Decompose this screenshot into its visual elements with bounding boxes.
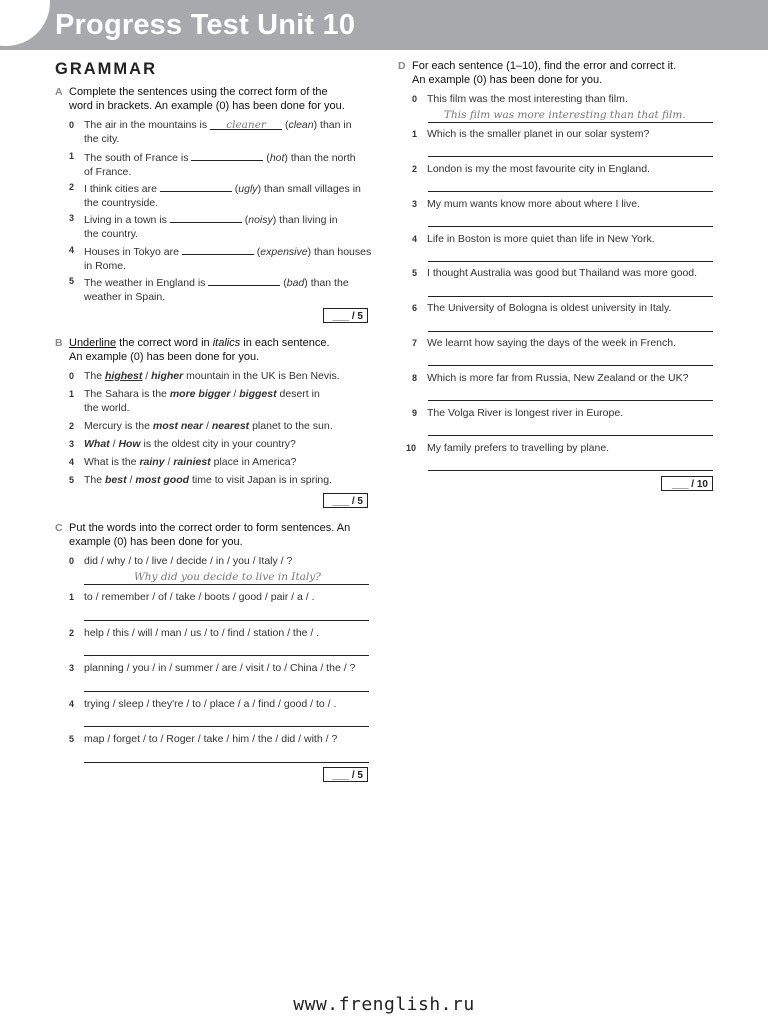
item-prefix: The weather in England is xyxy=(84,277,206,289)
answer-line[interactable] xyxy=(428,261,713,262)
answer-line xyxy=(84,584,369,585)
instruction-line: For each sentence (1–10), find the error and correct it. xyxy=(412,60,677,72)
instruction-line: An example (0) has been done for you. xyxy=(412,73,603,86)
answer-line[interactable] xyxy=(428,156,713,157)
bracket-word: expensive xyxy=(260,246,308,258)
word-option[interactable]: biggest xyxy=(239,388,277,400)
bracket-word: clean xyxy=(288,119,314,131)
item-number: 9 xyxy=(412,408,418,418)
item-text: Which is the smaller planet in our solar system? xyxy=(427,128,650,140)
item-number: 1 xyxy=(69,389,75,399)
answer-blank[interactable] xyxy=(191,149,263,161)
item-number: 4 xyxy=(69,699,75,709)
item-number: 4 xyxy=(69,457,75,467)
answer-line[interactable] xyxy=(84,691,369,692)
answer-line[interactable] xyxy=(428,470,713,471)
bracket-word: bad xyxy=(286,277,305,289)
item-text: did / why / to / live / decide / in / you / Italy / ? xyxy=(84,555,293,567)
item-text xyxy=(84,455,297,469)
item-number: 3 xyxy=(412,199,418,209)
answer-line[interactable] xyxy=(428,191,713,192)
instruction-line: An example (0) has been done for you. xyxy=(69,350,260,363)
item-number: 6 xyxy=(412,303,418,313)
item-number: 2 xyxy=(69,421,75,431)
word-option[interactable]: rainiest xyxy=(173,456,211,468)
section-heading-grammar: GRAMMAR xyxy=(55,60,157,78)
word-option[interactable]: most good xyxy=(135,474,190,486)
answer-line xyxy=(428,122,713,123)
item-number: 0 xyxy=(69,120,75,130)
section-letter: B xyxy=(55,337,63,349)
item-number: 5 xyxy=(69,734,75,744)
item-text: planning / you / in / summer / are / visit / to / China / the / ? xyxy=(84,662,356,674)
item-number: 3 xyxy=(69,213,75,223)
item-prefix: Mercury is the xyxy=(84,420,150,432)
item-text: Life in Boston is more quiet than life in New York. xyxy=(427,233,655,245)
score-box[interactable]: ___ / 10 xyxy=(661,476,713,491)
item-number: 0 xyxy=(412,94,418,104)
score-box[interactable]: ___ / 5 xyxy=(323,493,368,508)
item-continuation: the world. xyxy=(84,402,130,414)
instruction-line: Put the words into the correct order to form sentences. An xyxy=(69,522,351,534)
section-instructions xyxy=(69,337,330,364)
item-suffix: than the xyxy=(310,277,349,289)
item-number: 3 xyxy=(69,439,75,449)
answer-line[interactable] xyxy=(428,400,713,401)
item-number: 8 xyxy=(412,373,418,383)
answer-blank xyxy=(210,118,282,130)
item-number: 0 xyxy=(69,556,75,566)
answer-blank[interactable] xyxy=(170,211,242,223)
answer-blank[interactable] xyxy=(208,274,280,286)
item-continuation: in Rome. xyxy=(84,260,127,272)
word-option[interactable]: rainy xyxy=(139,456,165,468)
item-prefix: The xyxy=(84,474,103,486)
section-instructions xyxy=(412,60,676,87)
item-text: trying / sleep / they're / to / place / a / find / good / to / . xyxy=(84,698,337,710)
header-circle-decoration xyxy=(0,0,50,46)
item-text: Houses in Tokyo are (expensive) than houses in Rome. xyxy=(84,243,371,273)
item-suffix: desert in xyxy=(279,388,320,400)
word-option[interactable]: nearest xyxy=(211,420,250,432)
item-number: 1 xyxy=(69,592,75,602)
item-number: 2 xyxy=(412,164,418,174)
item-number: 1 xyxy=(69,151,75,161)
bracket-word: noisy xyxy=(248,214,273,226)
item-number: 2 xyxy=(69,182,75,192)
item-text xyxy=(84,387,320,415)
instruction-line: example (0) has been done for you. xyxy=(69,535,243,548)
item-prefix: Living in a town is xyxy=(84,214,167,226)
item-suffix: than houses xyxy=(314,246,372,258)
item-text: I thought Australia was good but Thailand was more good. xyxy=(427,267,698,279)
item-text: help / this / will / man / us / to / find / station / the / . xyxy=(84,627,320,639)
answer-line[interactable] xyxy=(84,762,369,763)
item-suffix: time to visit Japan is in spring. xyxy=(191,474,333,486)
instruction-line: word in brackets. An example (0) has been done for you. xyxy=(69,99,345,112)
item-continuation: the countryside. xyxy=(84,197,159,209)
item-text: London is my the most favourite city in England. xyxy=(427,163,650,175)
word-option[interactable]: How xyxy=(118,438,141,450)
option-separator: / xyxy=(145,370,149,382)
answer-line[interactable] xyxy=(428,296,713,297)
item-continuation: of France. xyxy=(84,166,132,178)
item-text: The air in the mountains is cleaner (clean) than in the city. xyxy=(84,119,352,145)
answer-line[interactable] xyxy=(428,226,713,227)
item-text xyxy=(84,473,332,487)
item-continuation: weather in Spain. xyxy=(84,291,166,303)
instruction-line xyxy=(69,337,330,351)
item-text: The south of France is (hot) than the north of France. xyxy=(84,149,356,179)
item-prefix: The south of France is xyxy=(84,152,189,164)
answer-line[interactable] xyxy=(428,365,713,366)
item-suffix: is the oldest city in your country? xyxy=(143,438,296,450)
section-instructions xyxy=(69,522,350,549)
example-answer: Why did you decide to live in Italy? xyxy=(134,571,321,583)
answer-line[interactable] xyxy=(84,655,369,656)
instruction-text: the correct word in xyxy=(119,337,210,349)
answer-line[interactable] xyxy=(84,726,369,727)
answer-blank[interactable] xyxy=(182,243,254,255)
item-suffix: than in xyxy=(320,119,352,131)
item-text: The weather in England is (bad) than the weather in Spain. xyxy=(84,274,349,304)
answer-blank[interactable] xyxy=(160,180,232,192)
footer-url: www.frenglish.ru xyxy=(293,994,475,1015)
option-separator: / xyxy=(205,420,209,432)
answer-line[interactable] xyxy=(428,331,713,332)
item-prefix: Houses in Tokyo are xyxy=(84,246,179,258)
header-bar xyxy=(0,0,768,50)
instruction-line: Complete the sentences using the correct form of the xyxy=(69,86,328,98)
word-option[interactable]: more bigger xyxy=(169,388,231,400)
item-text: My family prefers to travelling by plane. xyxy=(427,442,610,454)
option-separator: / xyxy=(233,388,237,400)
score-box[interactable]: ___ / 5 xyxy=(323,308,368,323)
item-text xyxy=(84,437,296,451)
item-continuation: the city. xyxy=(84,133,120,145)
answer-line[interactable] xyxy=(428,435,713,436)
instruction-italics-word: italics xyxy=(212,337,241,349)
example-answer: This film was more interesting than that film. xyxy=(444,109,686,121)
item-continuation: the country. xyxy=(84,228,139,240)
item-prefix: The Sahara is the xyxy=(84,388,167,400)
item-suffix: mountain in the UK is Ben Nevis. xyxy=(186,370,340,382)
item-text: We learnt how saying the days of the week in French. xyxy=(427,337,677,349)
section-letter: D xyxy=(398,60,406,72)
section-letter: C xyxy=(55,522,63,534)
item-text: Living in a town is (noisy) than living in the country. xyxy=(84,211,338,241)
item-number: 4 xyxy=(69,245,75,255)
item-text: This film was the most interesting than film. xyxy=(427,93,628,105)
word-option[interactable]: best xyxy=(105,474,127,486)
item-text: I think cities are (ugly) than small villages in the countryside. xyxy=(84,180,361,210)
bracket-word: hot xyxy=(269,152,285,164)
item-number: 7 xyxy=(412,338,418,348)
word-option[interactable]: higher xyxy=(151,370,184,382)
section-instructions xyxy=(69,86,345,113)
option-separator: / xyxy=(112,438,116,450)
item-prefix: I think cities are xyxy=(84,183,157,195)
item-text: The Volga River is longest river in Europe. xyxy=(427,407,624,419)
word-option[interactable]: most near xyxy=(152,420,204,432)
item-suffix: planet to the sun. xyxy=(252,420,333,432)
item-suffix: than small villages in xyxy=(263,183,361,195)
item-number: 5 xyxy=(69,475,75,485)
instruction-underline-word: Underline xyxy=(69,337,117,349)
item-text: Which is more far from Russia, New Zealand or the UK? xyxy=(427,372,689,384)
example-answer: cleaner xyxy=(226,119,266,131)
item-text: to / remember / of / take / boots / good / pair / a / . xyxy=(84,591,315,603)
item-text xyxy=(84,419,333,433)
item-text xyxy=(84,369,340,383)
item-number: 5 xyxy=(69,276,75,286)
item-suffix: than the north xyxy=(290,152,356,164)
item-number: 5 xyxy=(412,268,418,278)
option-separator: / xyxy=(167,456,171,468)
option-separator: / xyxy=(129,474,133,486)
bracket-word: ugly xyxy=(238,183,258,195)
item-number: 10 xyxy=(406,443,417,453)
item-text: map / forget / to / Roger / take / him / the / did / with / ? xyxy=(84,733,338,745)
item-number: 3 xyxy=(69,663,75,673)
item-prefix: The air in the mountains is xyxy=(84,119,208,131)
word-option[interactable]: What xyxy=(84,438,110,450)
item-number: 2 xyxy=(69,628,75,638)
item-prefix: What is the xyxy=(84,456,137,468)
item-suffix: than living in xyxy=(279,214,338,226)
item-text: My mum wants know more about where I live. xyxy=(427,198,640,210)
item-suffix: place in America? xyxy=(213,456,297,468)
item-number: 1 xyxy=(412,129,418,139)
instruction-text: in each sentence. xyxy=(243,337,330,349)
page-title: Progress Test Unit 10 xyxy=(55,9,356,41)
item-number: 4 xyxy=(412,234,418,244)
item-prefix: The xyxy=(84,370,103,382)
item-text: The University of Bologna is oldest university in Italy. xyxy=(427,302,672,314)
answer-line[interactable] xyxy=(84,620,369,621)
score-box[interactable]: ___ / 5 xyxy=(323,767,368,782)
word-option[interactable]: highest xyxy=(105,370,143,382)
section-letter: A xyxy=(55,86,63,98)
item-number: 0 xyxy=(69,371,75,381)
